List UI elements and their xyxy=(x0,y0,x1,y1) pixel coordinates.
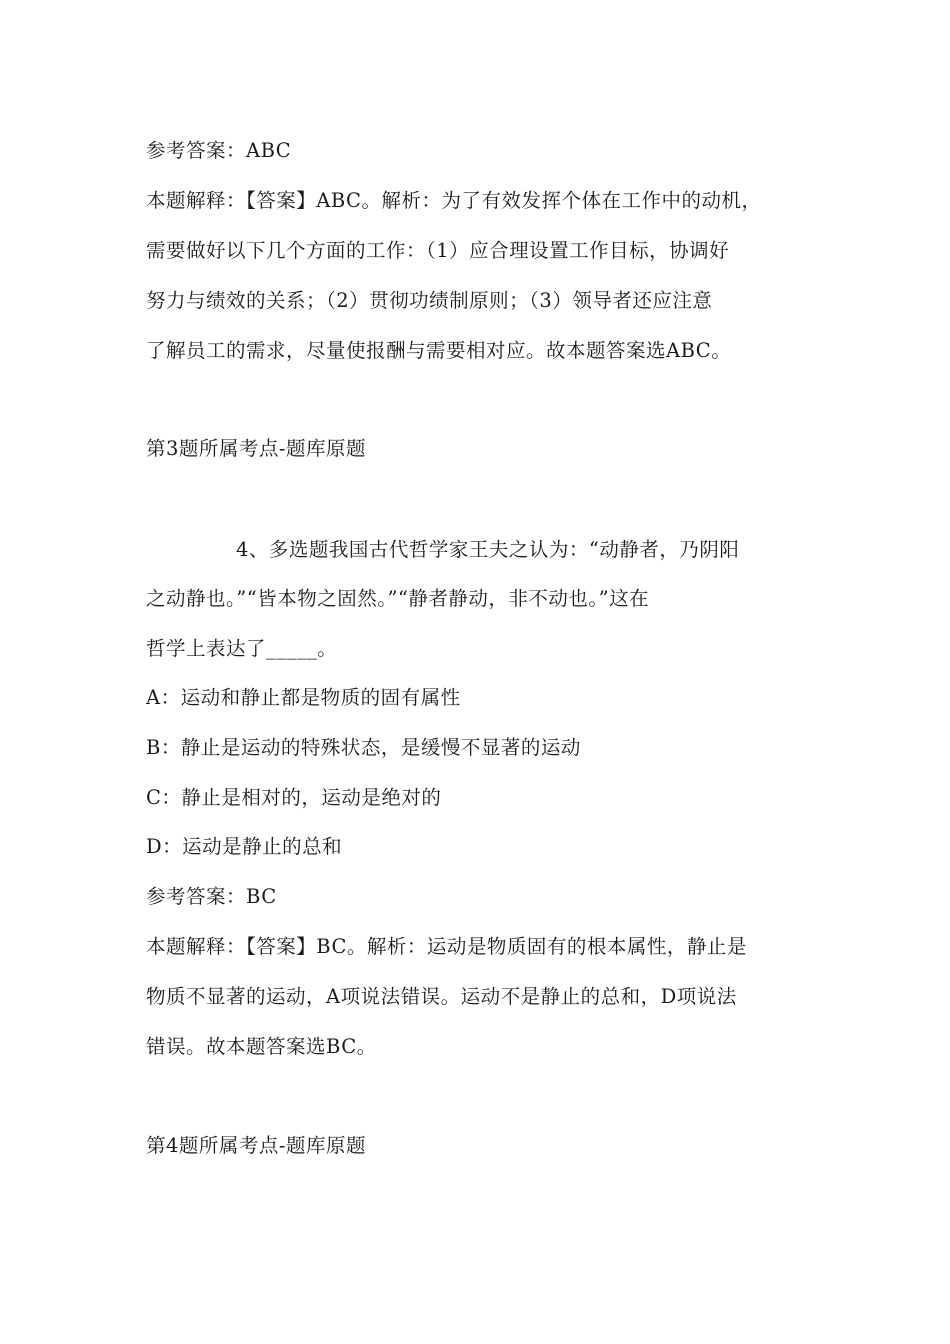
document-page xyxy=(146,0,814,1344)
q4-topic: 第4题所属考点-题库原题 xyxy=(146,1134,366,1157)
q4-option-d: D：运动是静止的总和 xyxy=(146,835,343,858)
q4-option-c: C：静止是相对的，运动是绝对的 xyxy=(146,786,442,809)
q4-answer: 参考答案：BC xyxy=(146,885,277,908)
q4-question-line-1: 4、多选题我国古代哲学家王夫之认为：“动静者，乃阴阳 xyxy=(236,538,740,561)
q4-explanation-line-1: 本题解释：【答案】BC。解析：运动是物质固有的根本属性，静止是 xyxy=(146,935,747,958)
q3-answer: 参考答案：ABC xyxy=(146,139,292,162)
q4-option-a: A：运动和静止都是物质的固有属性 xyxy=(146,686,461,709)
q4-option-b: B：静止是运动的特殊状态，是缓慢不显著的运动 xyxy=(146,736,581,759)
q3-explanation-line-4: 了解员工的需求，尽量使报酬与需要相对应。故本题答案选ABC。 xyxy=(146,339,732,362)
q3-explanation-line-1: 本题解释：【答案】ABC。解析：为了有效发挥个体在工作中的动机， xyxy=(146,189,762,212)
q3-explanation-line-3: 努力与绩效的关系；（2）贯彻功绩制原则；（3）领导者还应注意 xyxy=(146,289,713,312)
q4-question-line-3: 哲学上表达了_____。 xyxy=(146,637,338,660)
q4-question-line-2: 之动静也。”“皆本物之固然。”“静者静动，非不动也。”这在 xyxy=(146,587,650,610)
q3-topic: 第3题所属考点-题库原题 xyxy=(146,437,366,460)
q4-explanation-line-3: 错误。故本题答案选BC。 xyxy=(146,1035,377,1058)
q3-explanation-line-2: 需要做好以下几个方面的工作：（1）应合理设置工作目标，协调好 xyxy=(146,239,730,262)
q4-explanation-line-2: 物质不显著的运动，A项说法错误。运动不是静止的总和，D项说法 xyxy=(146,985,737,1008)
